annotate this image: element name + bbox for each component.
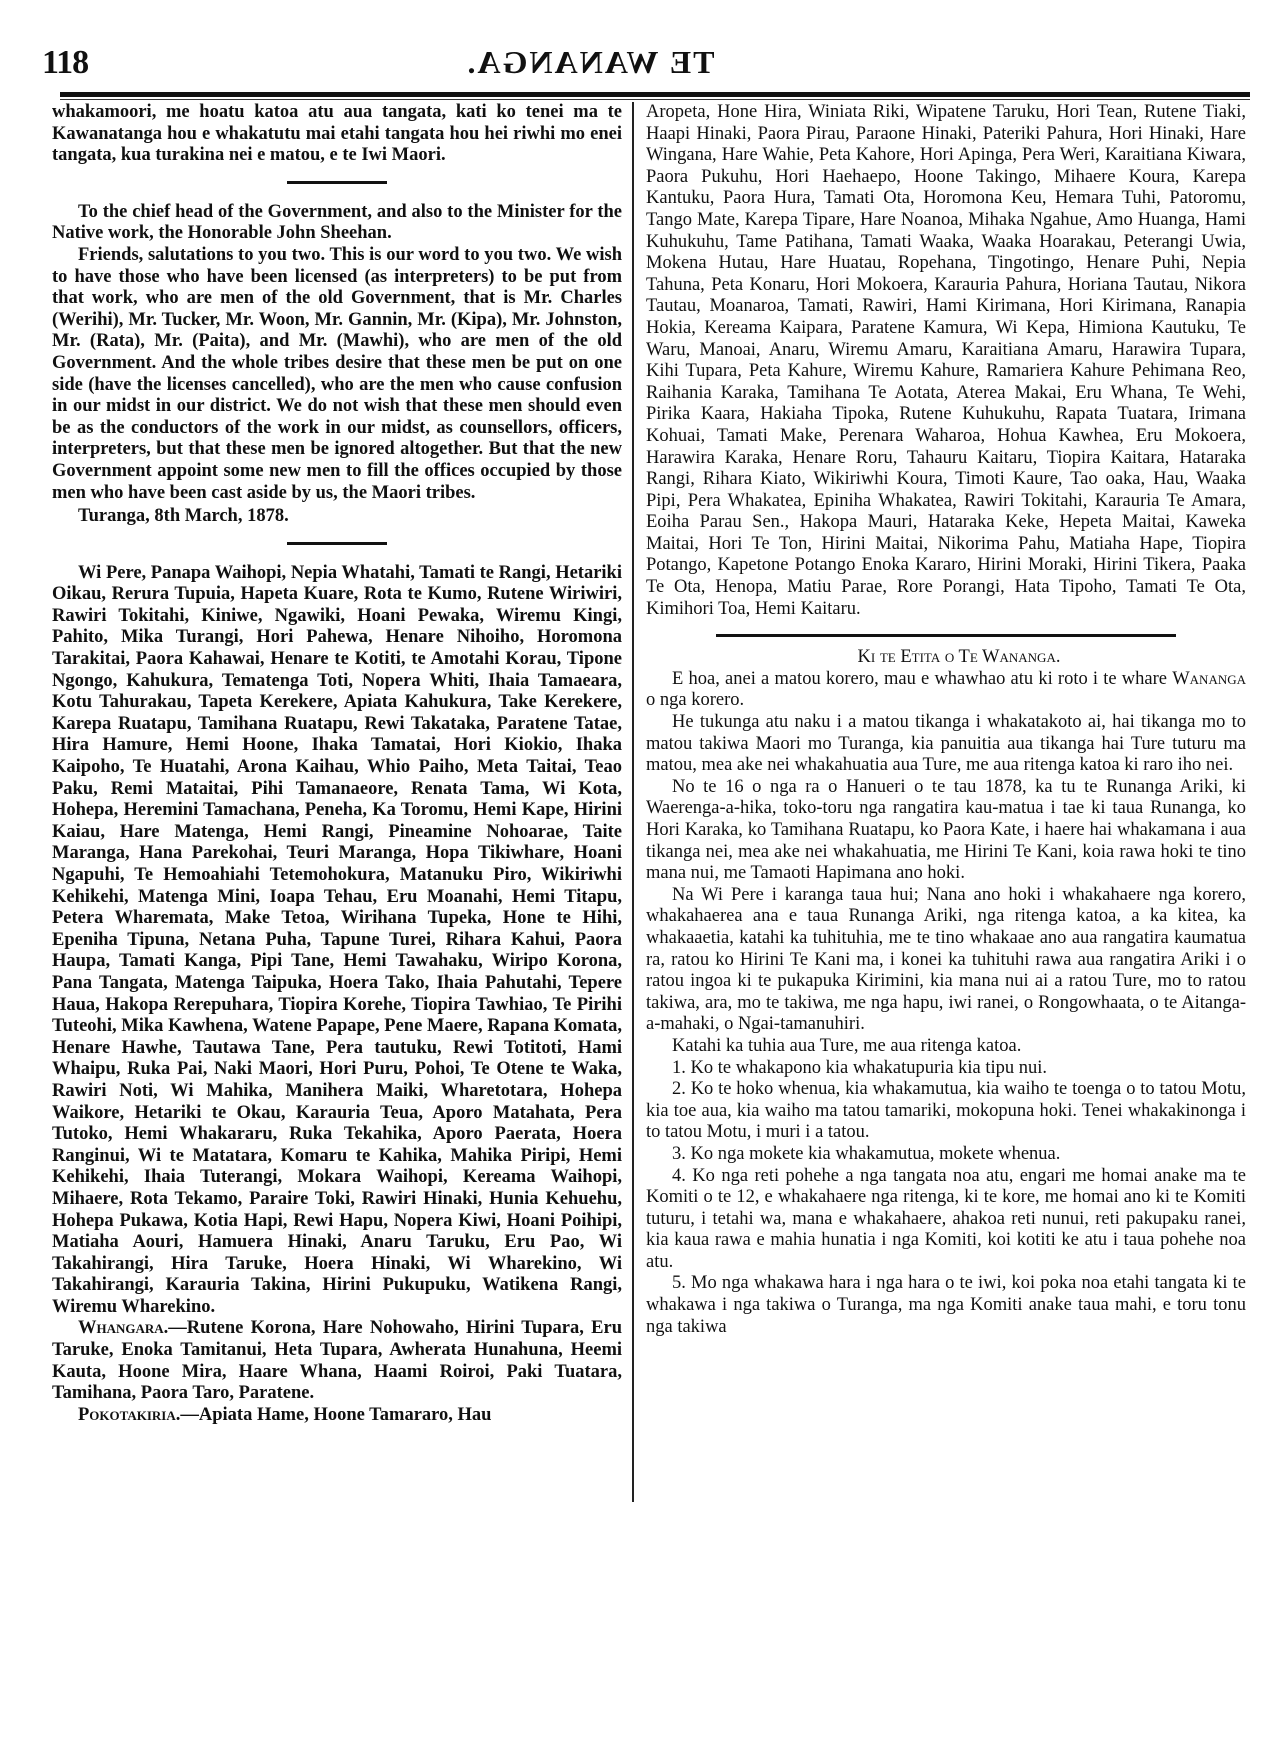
header-rule-thin (60, 99, 1250, 100)
text: E hoa, anei a matou korero, mau e whawhao atu ki roto i te whare (672, 668, 1173, 689)
rule-item-5: 5. Mo nga whakawa hara i nga hara o te iwi, koi poka noa etahi tangata ki te whakawa i nga takiwa o Turanga, ma nga Komiti anake taua mahi, e toru tonu nga takiwa (646, 1273, 1246, 1337)
article-paragraph (646, 669, 1246, 712)
left-column (52, 102, 622, 1426)
rule-item-1: 1. Ko te whakapono kia whakatupuria kia tipu nui. (672, 1057, 1048, 1078)
section-divider (716, 634, 1176, 637)
pokotakiria-names (52, 1405, 622, 1427)
letter-address: To the chief head of the Government, and also to the Minister for the Native work, the Honorable John Sheehan. (52, 201, 622, 244)
rule-item-4: 4. Ko nga reti pohehe a nga tangata noa atu, engari me homai anake ma te Komiti o te 12, e whakahaere nga ritenga, ki te kore, me homai ano ki te Komiti tuturu, i tetahi wa, mana e whakahaere, ahakoa reti nunui, reti pakupaku ranei, kia kaua rawa e mahia hunatia i nga Komiti, koi kotiti ke atu i taua pohehe noa atu. (646, 1165, 1246, 1272)
letter-body: Friends, salutations to you two. This is our word to you two. We wish to have those who have been licensed (as interpreters) to be put from that work, who are men of the old Government, that is Mr. Charles (Werihi), Mr. Tucker, Mr. Woon, Mr. Gannin, Mr. (Kipa), Mr. Johnston, Mr. (Rata), Mr. (Paita), and Mr. (Mawhi), who are men of the old Government. And the whole tribes desire that these men be put on one side (have the licenses cancelled), who are the men who cause confusion in our midst in our district. We do not wish that these men should even be as the conductors of the work in our midst, as counsellors, officers, interpreters, but that these men be ignored altogether. But that the new Government appoint some new men to fill the offices occupied by those men who have been cast aside by us, the Maori tribes. (52, 244, 622, 503)
letter-date: Turanga, 8th March, 1878. (78, 506, 289, 527)
section-divider (287, 181, 387, 184)
section-divider (287, 542, 387, 545)
signatory-names: Wi Pere, Panapa Waihopi, Nepia Whatahi, Tamati te Rangi, Hetariki Oikau, Rerura Tupuia, Hapeta Kuare, Rota te Kumo, Rutene Wiriwiri, Rawiri Tokitahi, Kiniwe, Ngawiki, Hoani Pewaka, Wiremu Kingi, Pahito, Mika Turangi, Hori Pahewa, Henare Nihoiho, Horomona Tarakitai, Paora Kahawai, Henare te Kotiti, te Amotahi Korau, Tipone Ngongo, Kahukura, Tematenga Toti, Nopera Whiti, Ihaia Tamaeara, Kotu Tahurakau, Tapeta Kerekere, Apiata Kahukura, Take Kerekere, Karepa Ruatapu, Tamihana Ruatapu, Rewi Takataka, Paratene Tatae, Hira Hamure, Hemi Hoone, Ihaka Tamatai, Hori Kiokio, Ihaka Kaipoho, Te Huatahi, Arona Kaihau, Whio Paiho, Meta Taitai, Teao Paku, Remi Mataitai, Pihi Tamanaeore, Renata Tama, Wi Kota, Hohepa, Heremini Tamachana, Peneha, Ka Toromu, Hemi Kape, Hirini Kaiau, Hare Matenga, Hemi Rangi, Pineamine Nohoarae, Taite Maranga, Hana Parekohai, Teuri Maranga, Hopa Tikiwhare, Hoani Ngapuhi, Te Hemoahiahi Tetemohokura, Matanuku Piro, Wikiriwhi Kehikehi, Matenga Mini, Ioapa Tehau, Eru Moanahi, Hemi Titapu, Petera Wharemata, Make Tetoa, Wirihana Tupeka, Hone te Hihi, Epeniha Tipuna, Netana Puha, Tapune Turei, Rihara Kahui, Paora Haupa, Tamati Kanga, Pipi Tane, Hemi Tawahaku, Wiripo Korona, Pana Tangata, Matenga Taipuka, Hoera Tako, Ihaia Pahutahi, Tepere Haua, Hakopa Rerepuhara, Tiopira Korehe, Tiopira Tawhiao, Te Pirihi Tuteohi, Mika Kawhena, Watene Papape, Pene Maere, Rapana Komata, Henare Hawhe, Tautawa Tane, Pera tautuku, Rewi Totitoti, Hami Whaipu, Ruka Pai, Naki Maori, Hori Puru, Pohoi, Te Otene te Waka, Rawiri Noti, Wi Mahika, Manihera Maiki, Wharetotara, Hohepa Waikore, Hetariki te Okau, Karauria Teua, Aporo Matahata, Pera Tutoko, Hemi Whakararu, Ruka Tekahika, Aporo Paerata, Hoera Ranginui, Wi te Matatara, Komaru te Kahika, Mahika Piripi, Hemi Kehikehi, Ihaia Tuterangi, Mokara Waihopi, Kereama Waihopi, Mihaere, Rota Tekamo, Paraire Toki, Rawiri Hinaki, Hunia Kehuehu, Hohepa Pukawa, Kotia Hapi, Rewi Hapu, Nopera Kiwi, Hoani Poihipi, Matiaha Aouri, Hamuera Hinaki, Anaru Taruku, Eru Pao, Wi Takahirangi, Hira Taruke, Hoera Hinaki, Wi Wharekino, Wi Takahirangi, Karauria Takina, Hirini Pukupuku, Watikena Rangi, Wiremu Wharekino. (52, 562, 622, 1317)
article-paragraph: Na Wi Pere i karanga taua hui; Nana ano hoki i whakahaere nga korero, whakahaerea ana e taua Runanga Ariki, nga ritenga katoa, a ka kitea, ka whakaaetia, katahi ka tuhituhia, me te tino whakaae ano aua rangatira kaumatua ra, ratou ko Hirini Te Kani ma, i konei ka tuhituhi rawa aua rangatira Ariki i o ratou ingoa ki te pukapuka Kirimini, kia mana nui ai a ratou Ture, mo to ratou takiwa, ara, mo te takiwa, me nga hapu, iwi ranei, o Rongowhaata, o te Aitanga-a-mahaki, o Ngai-tamanuhiri. (646, 884, 1246, 1035)
names-list: —Apiata Hame, Hoone Tamararo, Hau (180, 1404, 492, 1425)
place-label: Whangara. (78, 1318, 169, 1339)
article-paragraph: No te 16 o nga ra o Hanueri o te tau 1878, ka tu te Runanga Ariki, ki Waerenga-a-hika, toko-toru nga rangatira kau-matua i tae ki taua Runanga, ko Hori Karaka, ko Tamihana Ruatapu, ko Paora Kate, i haere hai whakamana i aua tikanga nei, mea ake nei whakahuatia, me Hirini Te Kani, koia rawa hoki te tino mana nui, me Tamaoti Hapimana ano hoki. (646, 776, 1246, 884)
column-divider (632, 102, 634, 1502)
names-list: —Rutene Korona, Hare Nohowaho, Hirini Tupara, Eru Taruke, Enoka Tamitanui, Heta Tupara, Awherata Hunahuna, Heemi Kauta, Hoone Mira, Haare Whana, Haami Roiroi, Paki Tuatara, Tamihana, Paora Taro, Paratene. (52, 1318, 622, 1404)
page-number: 118 (42, 44, 89, 81)
article-heading: Ki te Etita o Te Wananga. (857, 647, 1061, 668)
signatory-names-continued: Aropeta, Hone Hira, Winiata Riki, Wipatene Taruku, Hori Tean, Rutene Tiaki, Haapi Hinaki, Paora Pirau, Paraone Hinaki, Pateriki Pahura, Hori Hinaki, Hare Wingana, Hare Wahie, Peta Kahore, Hori Apinga, Pera Weri, Karaitiana Kiwara, Paora Pukuhu, Hori Haehaepo, Hoone Takingo, Mihaere Koura, Karepa Kantuku, Paora Hura, Tamati Ota, Horomona Keu, Hemara Tuhi, Patoromu, Tango Mate, Karepa Tipare, Hare Noanoa, Mihaka Ngahue, Amo Huanga, Hami Kuhukuhu, Tame Patihana, Tamati Waaka, Waaka Hoarakau, Peterangi Uwia, Mokena Hutau, Hare Huatau, Ropehana, Tingotingo, Henare Puhi, Nepia Tahuna, Peta Konaru, Hori Mokoera, Karauria Pahura, Horiana Tautau, Nikora Tautau, Moanaroa, Tamati, Rawiri, Hami Kirimana, Hori Kirimana, Ranapia Hokia, Kereama Kaipara, Paratene Kamura, Wi Kepa, Himiona Kautuku, Te Waru, Manoai, Anaru, Wiremu Amaru, Karaitiana Amaru, Harawira Tupara, Kihi Tupara, Peta Kahure, Wiremu Kahure, Ramariera Kahure Pehimana Reo, Raihania Karaka, Tamihana Te Aotata, Aterea Makai, Eru Whana, Te Wehi, Pirika Kaara, Hakiaha Tipoka, Rutene Kuhukuhu, Rapata Tuatara, Irimana Kohuai, Tamati Make, Perenara Waharoa, Hohua Kawhea, Eru Mokoera, Harawira Karaka, Henare Roru, Tahauru Kaitaru, Tiopira Kaitara, Hataraka Rangi, Rihara Kiato, Wikiriwhi Koura, Timoti Kaure, Tao oaka, Hau, Waaka Pipi, Pera Whakatea, Epiniha Whakatea, Rawiri Tokitahi, Karauria Te Amara, Eoiha Parau Sen., Hakopa Mauri, Hataraka Keke, Hepeta Maitai, Kaweka Maitai, Hori Te Ton, Hirini Maitai, Nikorima Pahu, Matiaha Hape, Tiopira Potango, Kapetone Potango Enoka Kararo, Hirini Moraki, Hirini Tikera, Paaka Te Ota, Henopa, Matiu Parae, Rore Porangi, Hata Tipoho, Tamati Te Ota, Kimihori Toa, Hemi Kaitaru. (646, 102, 1246, 619)
header-rule (60, 92, 1250, 97)
article-paragraph: He tukunga atu naku i a matou tikanga i whakatakoto ai, hai tikanga mo to matou takiwa Maori mo Turanga, kia panuitia aua tikanga hai Ture tuturu ma matou, mea ake nei whakahuatia aua Ture, me aua ritenga katoa ki raro iho nei. (646, 712, 1246, 776)
paragraph-continuation: whakamoori, me hoatu katoa atu aua tangata, kati ko tenei ma te Kawanatanga hou e whakatutu mai etahi tangata hou hei riwhi mo enei tangata, kua turakina nei e matou, e te Iwi Maori. (52, 102, 622, 166)
place-label: Pokotakiria. (78, 1404, 181, 1425)
masthead-title: TE WANANGA. (465, 44, 715, 80)
text: o nga korero. (646, 690, 745, 711)
rule-item-2: 2. Ko te hoko whenua, kia whakamutua, kia waiho te toenga o to tatou Motu, kia toe aua, kia waiho ma tatou tamariki, mokopuna hoki. Tenei whakakinonga i to tatou Motu, i muri i a tatou. (646, 1079, 1246, 1143)
rule-item-3: 3. Ko nga mokete kia whakamutua, mokete whenua. (672, 1143, 1061, 1164)
right-column (646, 102, 1246, 1338)
newspaper-name: Wananga (1172, 668, 1246, 689)
article-paragraph: Katahi ka tuhia aua Ture, me aua ritenga katoa. (672, 1035, 1022, 1056)
whangara-names (52, 1318, 622, 1404)
